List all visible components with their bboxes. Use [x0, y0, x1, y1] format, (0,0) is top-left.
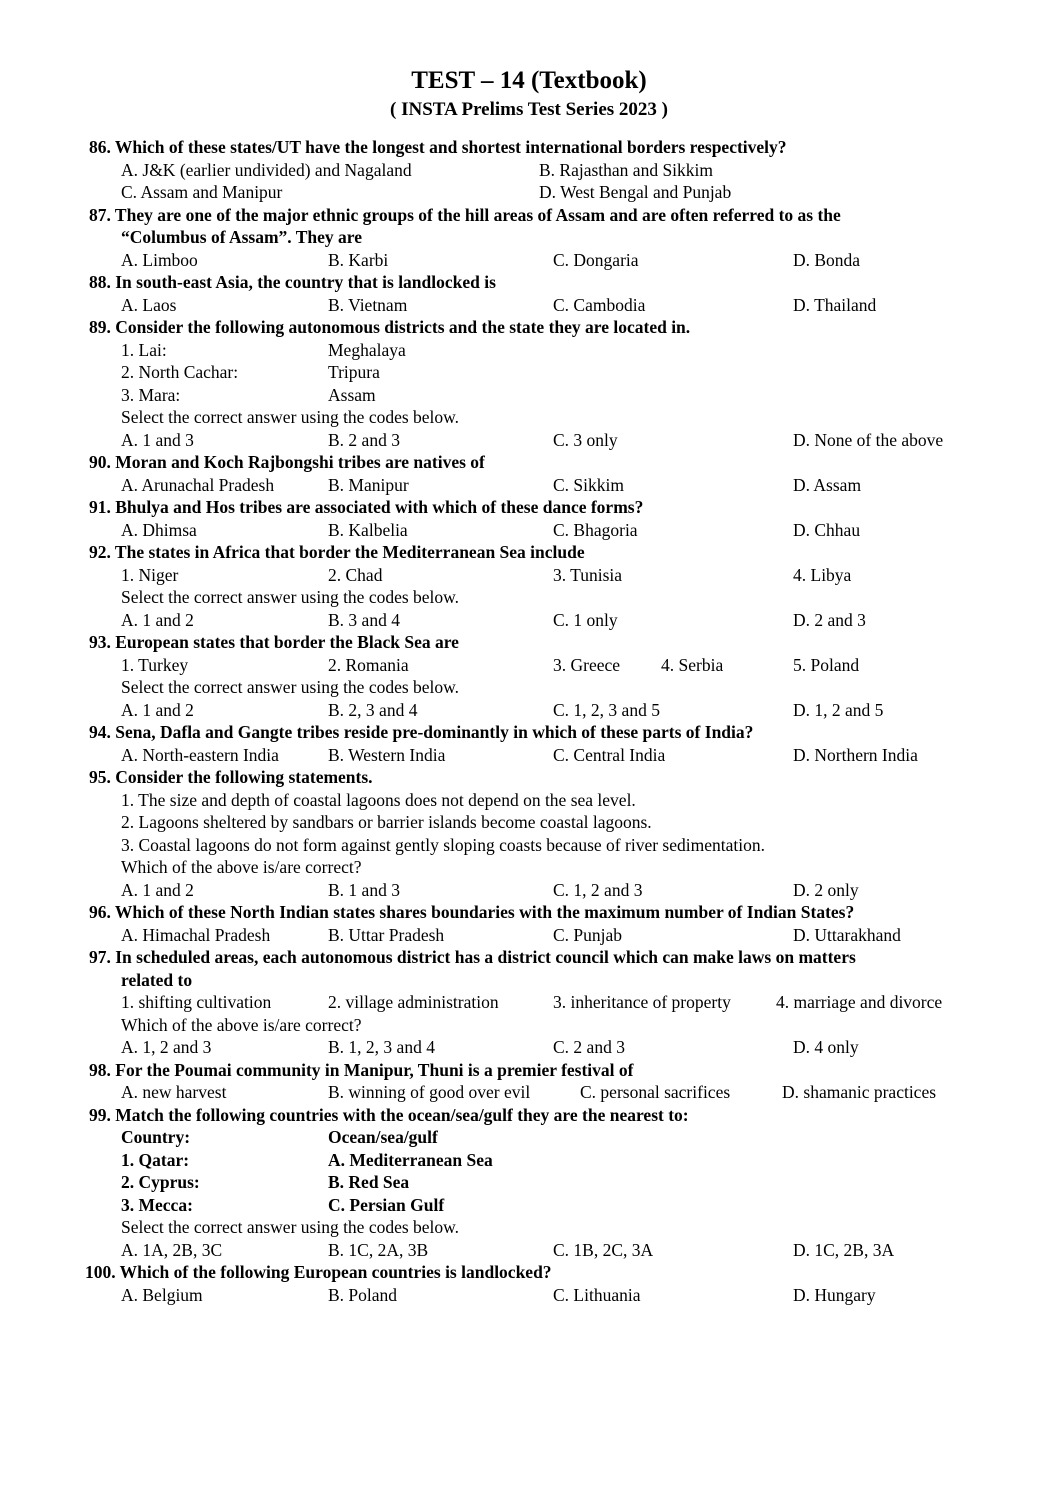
instruction: Select the correct answer using the codes below. [121, 677, 460, 697]
statement: 2. Lagoons sheltered by sandbars or barrier islands become coastal lagoons. [121, 812, 652, 832]
match-row [0, 339, 1058, 362]
question-text: 86. Which of these states/UT have the longest and shortest international borders respectively? [89, 137, 787, 157]
option-row [0, 519, 1058, 542]
district: 3. Mara: [121, 384, 181, 405]
option-d: D. Northern India [793, 744, 918, 765]
option-row [0, 1036, 1058, 1059]
option-row [0, 474, 1058, 497]
statement: 2. Chad [328, 564, 383, 585]
ocean: A. Mediterranean Sea [328, 1149, 493, 1170]
option-c: C. Cambodia [553, 294, 646, 315]
option-d: D. West Bengal and Punjab [539, 182, 732, 202]
district: 1. Lai: [121, 339, 167, 360]
option-a: A. North-eastern India [121, 744, 279, 765]
match-header [0, 1126, 1058, 1149]
option-d: D. Assam [793, 474, 862, 495]
statement: 1. The size and depth of coastal lagoons does not depend on the sea level. [121, 789, 636, 810]
option-d: D. None of the above [793, 429, 944, 450]
option-c: C. 2 and 3 [553, 1037, 625, 1057]
question-text-cont: related to [121, 969, 193, 990]
option-c: C. 1, 2 and 3 [553, 879, 643, 900]
ocean: B. Red Sea [328, 1172, 410, 1192]
question-text: 93. European states that border the Black Sea are [89, 632, 459, 652]
option-b: B. 2, 3 and 4 [328, 699, 418, 720]
option-row [0, 744, 1058, 767]
option-d: D. 1, 2 and 5 [793, 699, 884, 720]
option-b: B. 1 and 3 [328, 879, 400, 900]
question-text-cont: “Columbus of Assam”. They are [121, 227, 362, 247]
option-row [0, 429, 1058, 452]
question-94 [0, 721, 1058, 744]
statement: 5. Poland [793, 654, 860, 675]
option-a: A. 1A, 2B, 3C [121, 1239, 223, 1260]
question-90 [0, 451, 1058, 474]
question-text: 87. They are one of the major ethnic groups of the hill areas of Assam and are often referred to as the [89, 204, 841, 225]
instruction: Select the correct answer using the codes below. [121, 587, 460, 607]
option-row [0, 181, 1058, 204]
option-row [0, 249, 1058, 272]
question-text: 90. Moran and Koch Rajbongshi tribes are natives of [89, 452, 485, 472]
question-87 [0, 204, 1058, 227]
statement: 1. Turkey [121, 654, 189, 675]
statement: 1. shifting cultivation [121, 992, 272, 1012]
question-text: 100. Which of the following European countries is landlocked? [85, 1262, 552, 1282]
match-row [0, 361, 1058, 384]
instruction: Select the correct answer using the codes below. [121, 407, 460, 427]
option-a: A. 1 and 2 [121, 609, 194, 630]
statement-row [0, 654, 1058, 677]
option-b: B. Manipur [328, 474, 409, 495]
question-text: 97. In scheduled areas, each autonomous district has a district council which can make laws on matters [89, 947, 856, 967]
ocean: C. Persian Gulf [328, 1194, 445, 1215]
option-c: C. Bhagoria [553, 519, 638, 540]
option-row [0, 294, 1058, 317]
question-text: 94. Sena, Dafla and Gangte tribes reside pre-dominantly in which of these parts of India? [89, 722, 754, 742]
statement: 4. Libya [793, 564, 852, 585]
option-row [0, 924, 1058, 947]
district: 2. North Cachar: [121, 362, 239, 382]
option-b: B. Kalbelia [328, 519, 408, 540]
option-c: C. Punjab [553, 924, 623, 945]
match-row [0, 384, 1058, 407]
option-a: A. 1 and 2 [121, 879, 194, 900]
option-d: D. Uttarakhand [793, 924, 901, 945]
option-b: B. 2 and 3 [328, 429, 400, 450]
option-d: D. Bonda [793, 249, 861, 270]
column-header-country: Country: [121, 1127, 191, 1147]
option-row [0, 1081, 1058, 1104]
option-a: A. Dhimsa [121, 519, 197, 540]
option-b: B. Karbi [328, 249, 389, 270]
option-c: C. Assam and Manipur [121, 182, 283, 202]
question-list [0, 136, 1058, 1306]
option-a: A. Arunachal Pradesh [121, 474, 275, 495]
statement: 3. Coastal lagoons do not form against gently sloping coasts because of river sedimentation. [121, 834, 765, 855]
option-b: B. Western India [328, 744, 446, 765]
option-row [0, 609, 1058, 632]
match-row [0, 1194, 1058, 1217]
question-93 [0, 631, 1058, 654]
option-c: C. Central India [553, 744, 666, 765]
state: Assam [328, 384, 376, 405]
statement: 4. marriage and divorce [776, 992, 943, 1012]
option-a: A. 1 and 3 [121, 429, 194, 450]
state: Tripura [328, 362, 380, 382]
page-subtitle: ( INSTA Prelims Test Series 2023 ) [390, 99, 668, 120]
column-header-ocean: Ocean/sea/gulf [328, 1127, 438, 1147]
question-98 [0, 1059, 1058, 1082]
option-c: C. Sikkim [553, 474, 624, 495]
option-a: A. Himachal Pradesh [121, 924, 271, 945]
option-a: A. new harvest [121, 1082, 227, 1102]
option-a: A. 1 and 2 [121, 699, 194, 720]
question-100 [0, 1261, 1058, 1284]
option-c: C. 1, 2, 3 and 5 [553, 699, 660, 720]
question-text: 95. Consider the following statements. [89, 767, 373, 787]
option-b: B. Vietnam [328, 294, 408, 315]
option-c: C. Dongaria [553, 249, 639, 270]
option-d: D. Hungary [793, 1284, 876, 1305]
option-b: B. Poland [328, 1284, 398, 1305]
option-a: A. J&K (earlier undivided) and Nagaland [121, 159, 412, 180]
statement: 1. Niger [121, 564, 179, 585]
question-text: 89. Consider the following autonomous districts and the state they are located in. [89, 317, 691, 337]
option-a: A. Belgium [121, 1284, 203, 1305]
option-b: B. Uttar Pradesh [328, 924, 445, 945]
option-b: B. winning of good over evil [328, 1082, 531, 1102]
question-97 [0, 946, 1058, 969]
match-row [0, 1171, 1058, 1194]
question-text: 88. In south-east Asia, the country that is landlocked is [89, 272, 496, 292]
option-c: C. 3 only [553, 429, 618, 450]
option-row [0, 159, 1058, 182]
option-d: D. 2 and 3 [793, 609, 866, 630]
instruction: Select the correct answer using the codes below. [121, 1217, 460, 1237]
question-text: 99. Match the following countries with the ocean/sea/gulf they are the nearest to: [89, 1104, 689, 1125]
option-a: A. Laos [121, 294, 177, 315]
option-c: C. 1 only [553, 609, 618, 630]
option-d: D. Chhau [793, 519, 861, 540]
option-c: C. Lithuania [553, 1284, 641, 1305]
option-a: A. Limboo [121, 249, 198, 270]
option-d: D. 4 only [793, 1037, 859, 1057]
statement: 3. Greece [553, 654, 621, 675]
instruction: Which of the above is/are correct? [121, 1014, 362, 1035]
statement: 4. Serbia [661, 654, 724, 675]
option-row [0, 1284, 1058, 1307]
question-text: 91. Bhulya and Hos tribes are associated with which of these dance forms? [89, 497, 644, 517]
option-c: C. 1B, 2C, 3A [553, 1239, 654, 1260]
statement: 3. inheritance of property [553, 992, 731, 1012]
option-d: D. Thailand [793, 294, 877, 315]
match-row [0, 1149, 1058, 1172]
option-b: B. 3 and 4 [328, 609, 400, 630]
question-86 [0, 136, 1058, 159]
question-91 [0, 496, 1058, 519]
question-88 [0, 271, 1058, 294]
question-text: 92. The states in Africa that border the Mediterranean Sea include [89, 542, 585, 562]
statement: 3. Tunisia [553, 564, 623, 585]
option-b: B. 1C, 2A, 3B [328, 1239, 429, 1260]
statement: 2. Romania [328, 654, 409, 675]
option-d: D. 1C, 2B, 3A [793, 1239, 895, 1260]
country: 3. Mecca: [121, 1194, 193, 1215]
statement-row [0, 991, 1058, 1014]
option-d: D. shamanic practices [782, 1082, 937, 1102]
option-a: A. 1, 2 and 3 [121, 1037, 212, 1057]
question-89 [0, 316, 1058, 339]
option-b: B. 1, 2, 3 and 4 [328, 1037, 435, 1057]
option-c: C. personal sacrifices [580, 1082, 731, 1102]
question-95 [0, 766, 1058, 789]
state: Meghalaya [328, 339, 406, 360]
option-d: D. 2 only [793, 879, 859, 900]
instruction: Which of the above is/are correct? [121, 857, 362, 877]
page-title: TEST – 14 (Textbook) [411, 67, 647, 94]
question-92 [0, 541, 1058, 564]
option-row [0, 699, 1058, 722]
country: 1. Qatar: [121, 1149, 190, 1170]
question-99 [0, 1104, 1058, 1127]
option-row [0, 879, 1058, 902]
question-text: 96. Which of these North Indian states shares boundaries with the maximum number of Indian States? [89, 902, 855, 922]
question-96 [0, 901, 1058, 924]
question-text: 98. For the Poumai community in Manipur, Thuni is a premier festival of [89, 1059, 634, 1080]
statement: 2. village administration [328, 992, 499, 1012]
statement-row [0, 564, 1058, 587]
country: 2. Cyprus: [121, 1172, 200, 1192]
option-row [0, 1239, 1058, 1262]
option-b: B. Rajasthan and Sikkim [539, 159, 714, 180]
